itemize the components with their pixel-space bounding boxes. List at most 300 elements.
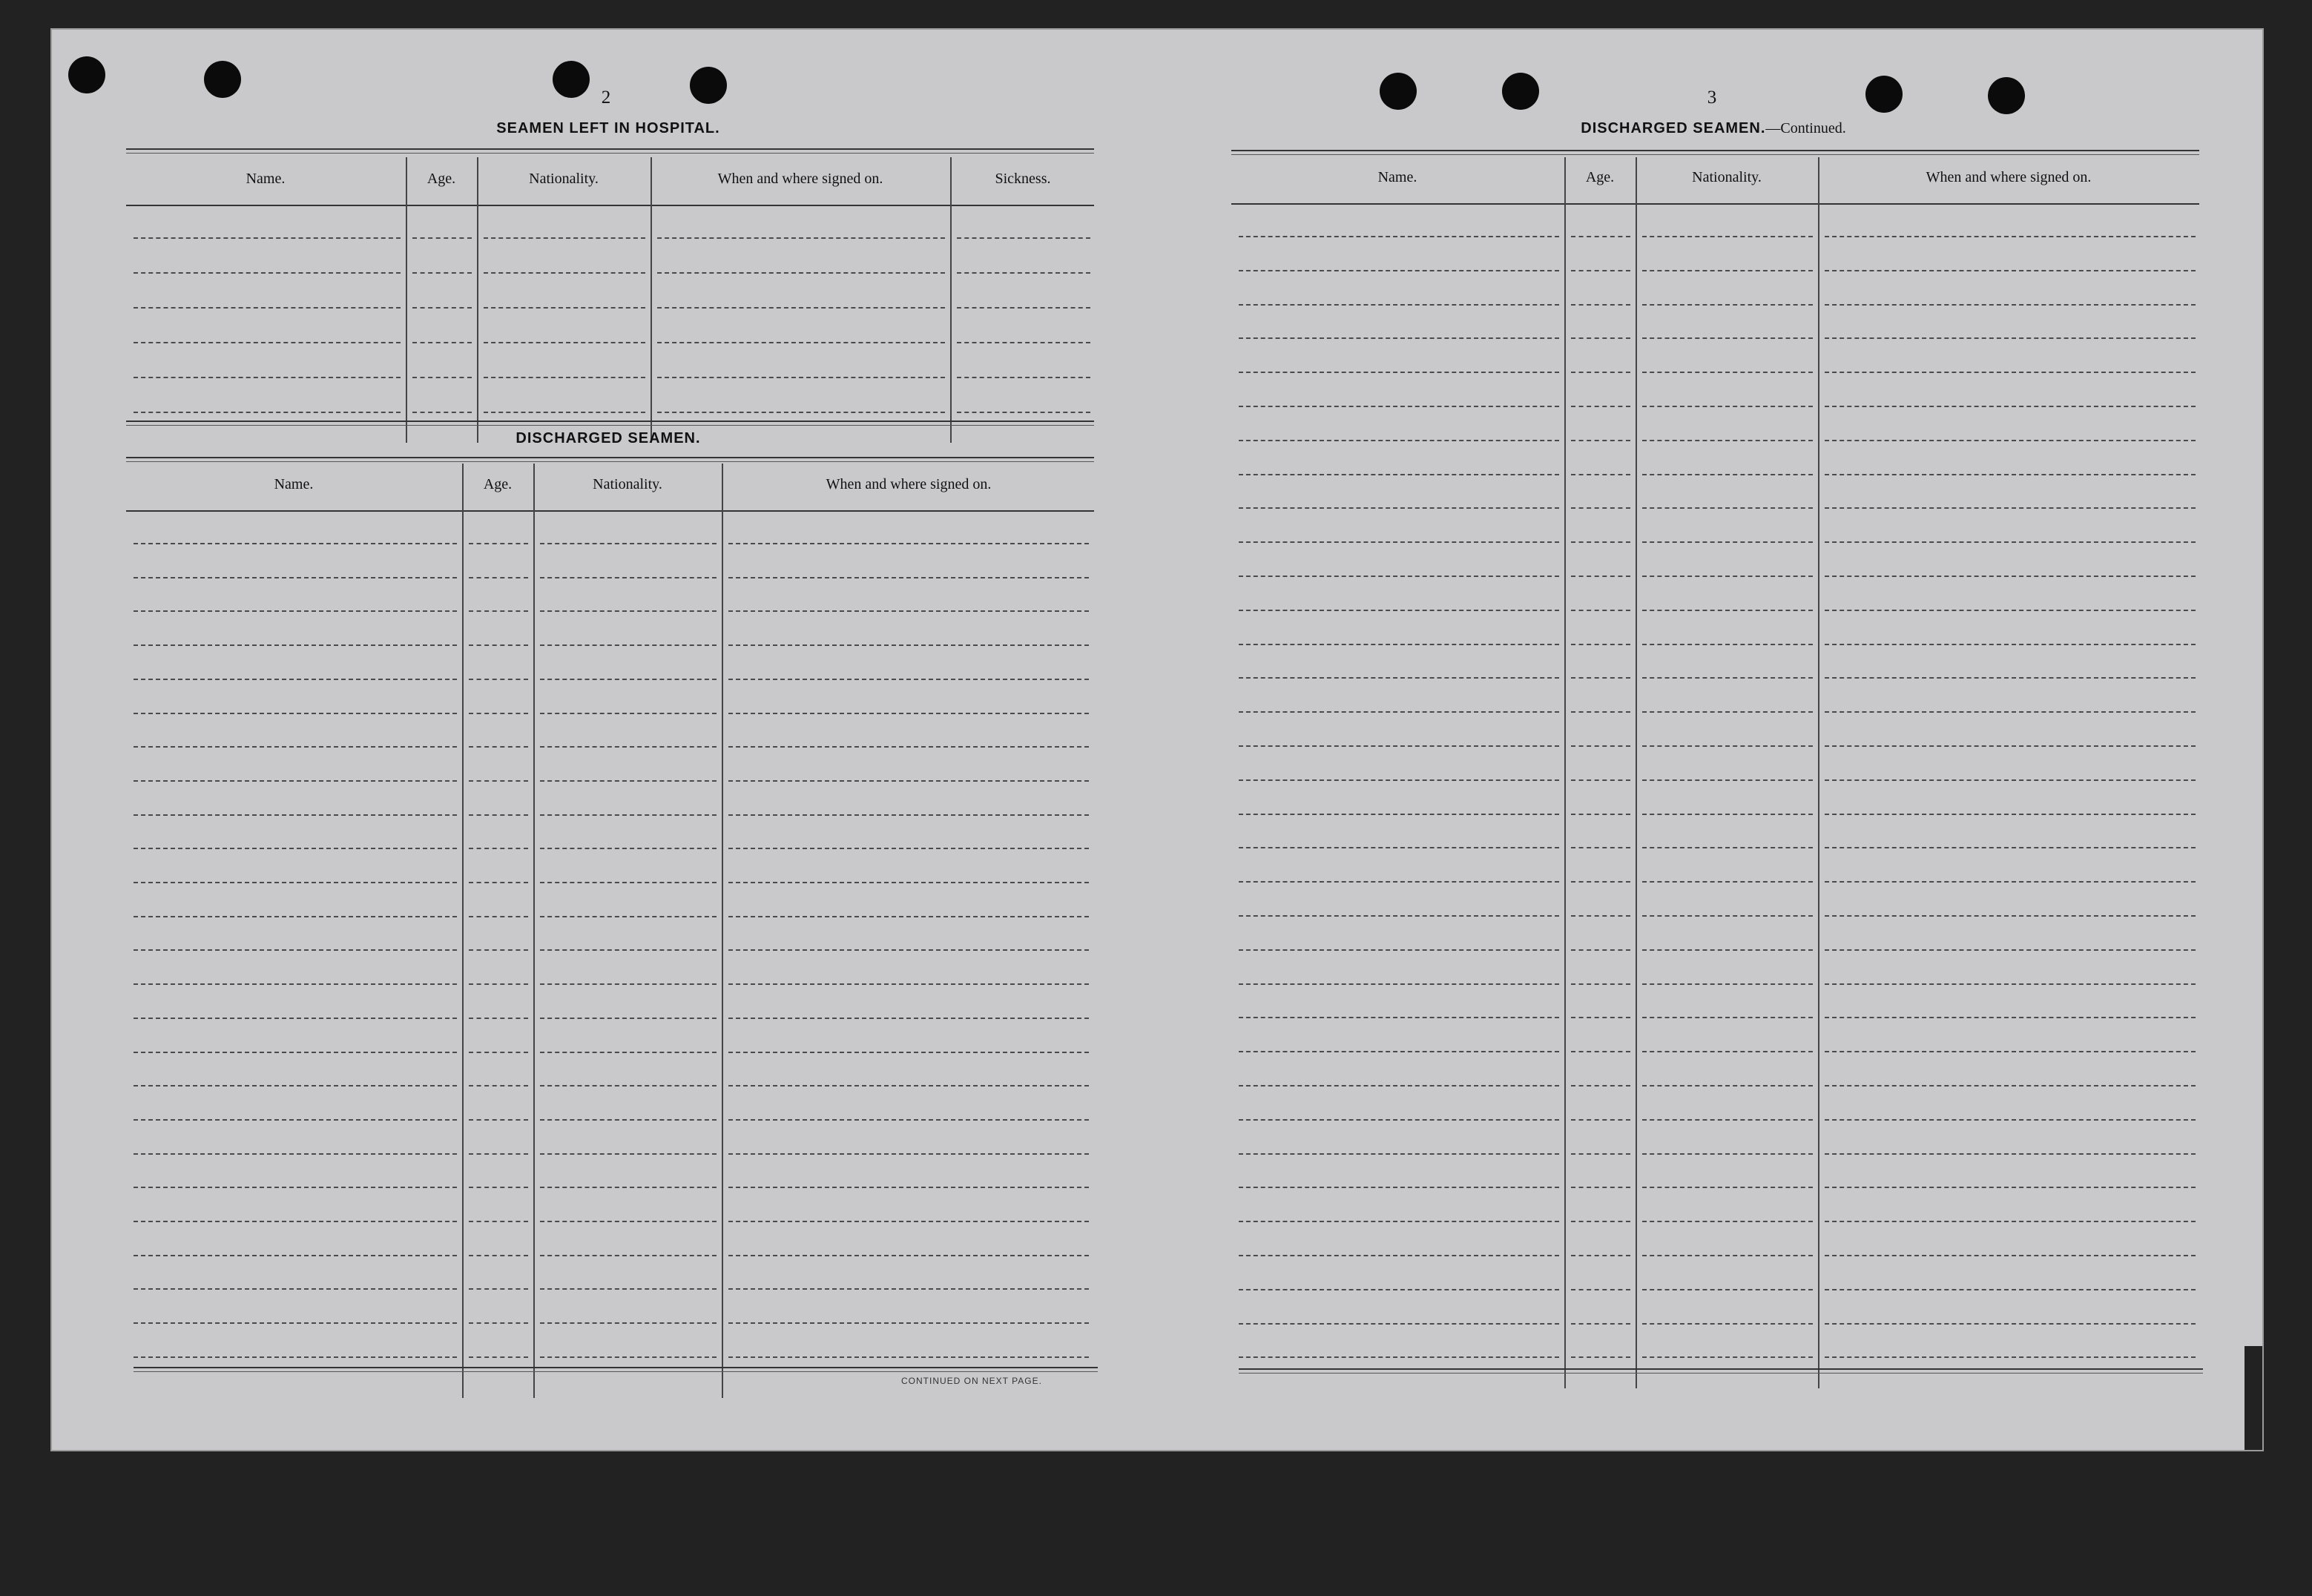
entry-line <box>1239 337 1559 339</box>
form-sheet <box>52 30 2262 1450</box>
entry-line <box>540 1085 717 1086</box>
entry-line <box>540 644 717 646</box>
entry-line <box>657 272 945 274</box>
entry-line <box>540 1288 717 1290</box>
entry-line <box>1825 1153 2196 1155</box>
entry-line <box>134 746 457 748</box>
entry-line <box>1825 1051 2196 1052</box>
hospital-col-signed-on: When and where signed on. <box>717 171 883 187</box>
discharged-continued-title-main: DISCHARGED SEAMEN. <box>1581 120 1766 136</box>
hospital-col-nationality: Nationality. <box>529 171 599 187</box>
entry-line <box>1825 1356 2196 1358</box>
entry-line <box>1239 1187 1559 1188</box>
entry-line <box>469 577 528 578</box>
right-col-divider <box>1636 157 1637 1388</box>
entry-line <box>469 814 528 816</box>
entry-line <box>1642 1356 1813 1358</box>
entry-line <box>134 412 401 413</box>
entry-line <box>469 1356 528 1358</box>
entry-line <box>1825 1221 2196 1222</box>
entry-line <box>134 1187 457 1188</box>
entry-line <box>1825 814 2196 815</box>
entry-line <box>957 342 1090 343</box>
entry-line <box>412 342 472 343</box>
entry-line <box>1571 474 1630 475</box>
discharged-col-divider <box>462 464 464 1398</box>
entry-line <box>1825 711 2196 713</box>
entry-line <box>134 713 457 714</box>
entry-line <box>469 1119 528 1121</box>
entry-line <box>728 916 1089 917</box>
discharged-col-divider <box>722 464 723 1398</box>
entry-line <box>1239 1153 1559 1155</box>
entry-line <box>1642 576 1813 577</box>
entry-line <box>469 1085 528 1086</box>
entry-line <box>1571 1221 1630 1222</box>
entry-line <box>1642 1119 1813 1121</box>
left-bottom-rule <box>134 1367 1098 1372</box>
entry-line <box>1825 1289 2196 1290</box>
entry-line <box>1825 1255 2196 1256</box>
entry-line <box>728 610 1089 612</box>
punch-hole <box>1988 77 2025 114</box>
entry-line <box>134 882 457 883</box>
entry-line <box>1642 541 1813 543</box>
entry-line <box>469 1187 528 1188</box>
entry-line <box>957 412 1090 413</box>
entry-line <box>1571 1289 1630 1290</box>
entry-line <box>134 1153 457 1155</box>
right-col-divider <box>1818 157 1819 1388</box>
entry-line <box>134 1085 457 1086</box>
entry-line <box>540 1322 717 1324</box>
entry-line <box>540 577 717 578</box>
entry-line <box>540 848 717 849</box>
entry-line <box>134 237 401 239</box>
right-top-rule <box>1231 150 2199 155</box>
entry-line <box>1825 949 2196 951</box>
entry-line <box>134 1221 457 1222</box>
entry-line <box>134 848 457 849</box>
entry-line <box>134 916 457 917</box>
punch-hole <box>690 67 727 104</box>
entry-line <box>1571 881 1630 883</box>
entry-line <box>469 1018 528 1019</box>
entry-line <box>1825 1187 2196 1188</box>
entry-line <box>1825 983 2196 985</box>
entry-line <box>1825 1119 2196 1121</box>
entry-line <box>1642 406 1813 407</box>
entry-line <box>540 679 717 680</box>
punch-hole <box>1380 73 1417 110</box>
entry-line <box>134 814 457 816</box>
entry-line <box>1642 440 1813 441</box>
entry-line <box>1825 610 2196 611</box>
hospital-col-divider <box>651 157 652 443</box>
entry-line <box>1642 1051 1813 1052</box>
entry-line <box>1571 1051 1630 1052</box>
entry-line <box>484 272 645 274</box>
left-page-number: 2 <box>601 88 611 108</box>
entry-line <box>1239 1221 1559 1222</box>
hospital-col-sickness: Sickness. <box>995 171 1051 187</box>
hospital-col-divider <box>950 157 952 443</box>
entry-line <box>540 814 717 816</box>
entry-line <box>657 342 945 343</box>
right-col-divider <box>1564 157 1566 1388</box>
entry-line <box>134 342 401 343</box>
discharged-col-name: Name. <box>274 476 314 492</box>
entry-line <box>540 746 717 748</box>
entry-line <box>1571 814 1630 815</box>
entry-line <box>469 916 528 917</box>
entry-line <box>469 1052 528 1053</box>
hospital-section-title: SEAMEN LEFT IN HOSPITAL. <box>496 120 720 136</box>
entry-line <box>1642 983 1813 985</box>
entry-line <box>1239 983 1559 985</box>
right-col-signed-on: When and where signed on. <box>1926 169 2092 185</box>
entry-line <box>1642 881 1813 883</box>
entry-line <box>1825 236 2196 237</box>
entry-line <box>469 882 528 883</box>
entry-line <box>728 1018 1089 1019</box>
entry-line <box>540 1356 717 1358</box>
discharged-continued-suffix: —Continued. <box>1765 120 1846 136</box>
entry-line <box>1825 677 2196 679</box>
entry-line <box>1642 1085 1813 1086</box>
entry-line <box>412 307 472 309</box>
entry-line <box>1239 610 1559 611</box>
entry-line <box>728 1288 1089 1290</box>
entry-line <box>728 577 1089 578</box>
entry-line <box>134 1119 457 1121</box>
entry-line <box>1571 644 1630 645</box>
entry-line <box>1571 779 1630 781</box>
entry-line <box>134 780 457 782</box>
entry-line <box>134 577 457 578</box>
entry-line <box>540 780 717 782</box>
entry-line <box>469 679 528 680</box>
entry-line <box>1239 236 1559 237</box>
hospital-bottom-rule <box>126 421 1094 426</box>
entry-line <box>469 713 528 714</box>
entry-line <box>540 983 717 985</box>
entry-line <box>540 1119 717 1121</box>
entry-line <box>469 1288 528 1290</box>
discharged-col-age: Age. <box>483 476 513 492</box>
entry-line <box>134 543 457 544</box>
discharged-col-signed-on: When and where signed on. <box>826 476 992 492</box>
entry-line <box>1825 576 2196 577</box>
entry-line <box>1642 711 1813 713</box>
discharged-col-divider <box>533 464 535 1398</box>
entry-line <box>1571 949 1630 951</box>
hospital-col-divider <box>477 157 478 443</box>
entry-line <box>1571 270 1630 271</box>
entry-line <box>540 949 717 951</box>
entry-line <box>1239 779 1559 781</box>
entry-line <box>957 272 1090 274</box>
right-col-name: Name. <box>1377 169 1417 185</box>
entry-line <box>1571 847 1630 848</box>
entry-line <box>728 1052 1089 1053</box>
entry-line <box>728 1221 1089 1222</box>
entry-line <box>1571 1085 1630 1086</box>
entry-line <box>134 1356 457 1358</box>
entry-line <box>728 983 1089 985</box>
entry-line <box>1825 440 2196 441</box>
entry-line <box>1571 1323 1630 1325</box>
entry-line <box>1642 304 1813 306</box>
continued-note: CONTINUED ON NEXT PAGE. <box>901 1376 1042 1386</box>
entry-line <box>1571 440 1630 441</box>
entry-line <box>1642 1221 1813 1222</box>
entry-line <box>134 1052 457 1053</box>
entry-line <box>1825 1323 2196 1325</box>
entry-line <box>1239 1289 1559 1290</box>
entry-line <box>1642 814 1813 815</box>
discharged-section-title: DISCHARGED SEAMEN. <box>516 430 701 446</box>
entry-line <box>469 1153 528 1155</box>
punch-hole <box>68 56 105 93</box>
entry-line <box>1571 576 1630 577</box>
entry-line <box>1571 406 1630 407</box>
entry-line <box>134 272 401 274</box>
entry-line <box>469 1221 528 1222</box>
entry-line <box>484 307 645 309</box>
discharged-header-rule <box>126 510 1094 512</box>
discharged-continued-title <box>1491 120 1936 137</box>
entry-line <box>1571 983 1630 985</box>
hospital-col-age: Age. <box>426 171 456 187</box>
entry-line <box>484 237 645 239</box>
entry-line <box>657 377 945 378</box>
entry-line <box>1642 745 1813 747</box>
entry-line <box>134 983 457 985</box>
entry-line <box>728 1322 1089 1324</box>
entry-line <box>1239 541 1559 543</box>
entry-line <box>412 272 472 274</box>
entry-line <box>469 543 528 544</box>
entry-line <box>1825 644 2196 645</box>
entry-line <box>1825 406 2196 407</box>
entry-line <box>1239 1356 1559 1358</box>
entry-line <box>728 1153 1089 1155</box>
entry-line <box>540 1153 717 1155</box>
entry-line <box>1642 236 1813 237</box>
entry-line <box>1825 474 2196 475</box>
entry-line <box>1642 610 1813 611</box>
entry-line <box>1571 1255 1630 1256</box>
entry-line <box>540 1018 717 1019</box>
entry-line <box>1239 1017 1559 1018</box>
entry-line <box>469 746 528 748</box>
entry-line <box>1642 915 1813 917</box>
entry-line <box>1642 677 1813 679</box>
entry-line <box>1571 1187 1630 1188</box>
entry-line <box>134 679 457 680</box>
entry-line <box>1642 474 1813 475</box>
entry-line <box>728 1356 1089 1358</box>
entry-line <box>134 1018 457 1019</box>
entry-line <box>1571 372 1630 373</box>
entry-line <box>469 949 528 951</box>
entry-line <box>1825 507 2196 509</box>
entry-line <box>1239 881 1559 883</box>
entry-line <box>469 1255 528 1256</box>
hospital-top-rule <box>126 148 1094 154</box>
entry-line <box>1825 372 2196 373</box>
entry-line <box>728 746 1089 748</box>
entry-line <box>1239 745 1559 747</box>
entry-line <box>412 377 472 378</box>
entry-line <box>657 412 945 413</box>
entry-line <box>484 377 645 378</box>
entry-line <box>1239 915 1559 917</box>
discharged-top-rule <box>126 457 1094 462</box>
hospital-col-divider <box>406 157 407 443</box>
entry-line <box>1642 337 1813 339</box>
entry-line <box>540 1187 717 1188</box>
entry-line <box>1571 236 1630 237</box>
entry-line <box>1825 270 2196 271</box>
hospital-col-name: Name. <box>246 171 286 187</box>
punch-hole <box>204 61 241 98</box>
entry-line <box>469 983 528 985</box>
entry-line <box>1642 1323 1813 1325</box>
entry-line <box>1571 915 1630 917</box>
entry-line <box>957 307 1090 309</box>
entry-line <box>1571 745 1630 747</box>
entry-line <box>1571 1153 1630 1155</box>
entry-line <box>469 1322 528 1324</box>
entry-line <box>1239 949 1559 951</box>
entry-line <box>1239 711 1559 713</box>
entry-line <box>1571 610 1630 611</box>
entry-line <box>657 237 945 239</box>
entry-line <box>484 412 645 413</box>
entry-line <box>1239 1323 1559 1325</box>
entry-line <box>728 1119 1089 1121</box>
entry-line <box>540 713 717 714</box>
entry-line <box>728 543 1089 544</box>
right-page-number: 3 <box>1707 88 1717 108</box>
entry-line <box>957 237 1090 239</box>
hospital-header-rule <box>126 205 1094 206</box>
right-bottom-rule <box>1239 1368 2203 1374</box>
entry-line <box>469 780 528 782</box>
entry-line <box>1825 1017 2196 1018</box>
entry-line <box>728 949 1089 951</box>
entry-line <box>728 780 1089 782</box>
entry-line <box>1571 1356 1630 1358</box>
entry-line <box>134 1322 457 1324</box>
entry-line <box>1825 1085 2196 1086</box>
entry-line <box>540 610 717 612</box>
entry-line <box>540 1052 717 1053</box>
entry-line <box>1571 677 1630 679</box>
entry-line <box>134 377 401 378</box>
punch-hole <box>1865 76 1903 113</box>
punch-hole <box>1502 73 1539 110</box>
entry-line <box>1571 304 1630 306</box>
entry-line <box>1825 541 2196 543</box>
entry-line <box>1825 915 2196 917</box>
entry-line <box>728 644 1089 646</box>
entry-line <box>728 848 1089 849</box>
entry-line <box>484 342 645 343</box>
entry-line <box>728 679 1089 680</box>
entry-line <box>1239 847 1559 848</box>
entry-line <box>1571 1017 1630 1018</box>
entry-line <box>412 412 472 413</box>
entry-line <box>134 307 401 309</box>
entry-line <box>1239 372 1559 373</box>
entry-line <box>1239 270 1559 271</box>
entry-line <box>1239 1051 1559 1052</box>
entry-line <box>957 377 1090 378</box>
entry-line <box>1825 847 2196 848</box>
entry-line <box>540 543 717 544</box>
entry-line <box>540 882 717 883</box>
entry-line <box>1825 779 2196 781</box>
entry-line <box>657 307 945 309</box>
entry-line <box>1239 814 1559 815</box>
entry-line <box>1239 1119 1559 1121</box>
right-header-rule <box>1231 203 2199 205</box>
entry-line <box>1239 576 1559 577</box>
entry-line <box>728 1187 1089 1188</box>
entry-line <box>540 1255 717 1256</box>
entry-line <box>1571 1119 1630 1121</box>
entry-line <box>1642 644 1813 645</box>
entry-line <box>1825 881 2196 883</box>
entry-line <box>412 237 472 239</box>
entry-line <box>728 814 1089 816</box>
paper-tear <box>2245 1346 2262 1450</box>
entry-line <box>1642 507 1813 509</box>
entry-line <box>134 1255 457 1256</box>
entry-line <box>1239 474 1559 475</box>
entry-line <box>1642 1187 1813 1188</box>
entry-line <box>1825 304 2196 306</box>
entry-line <box>134 644 457 646</box>
entry-line <box>469 848 528 849</box>
entry-line <box>1642 270 1813 271</box>
entry-line <box>1825 745 2196 747</box>
entry-line <box>1642 847 1813 848</box>
entry-line <box>1642 779 1813 781</box>
entry-line <box>1239 304 1559 306</box>
entry-line <box>1571 337 1630 339</box>
entry-line <box>540 916 717 917</box>
entry-line <box>134 1288 457 1290</box>
entry-line <box>728 882 1089 883</box>
entry-line <box>469 644 528 646</box>
entry-line <box>469 610 528 612</box>
entry-line <box>1825 337 2196 339</box>
right-col-age: Age. <box>1585 169 1615 185</box>
entry-line <box>1571 507 1630 509</box>
entry-line <box>1571 541 1630 543</box>
entry-line <box>540 1221 717 1222</box>
entry-line <box>1642 1255 1813 1256</box>
entry-line <box>1571 711 1630 713</box>
entry-line <box>1239 1255 1559 1256</box>
entry-line <box>1239 406 1559 407</box>
entry-line <box>728 1085 1089 1086</box>
entry-line <box>1642 372 1813 373</box>
